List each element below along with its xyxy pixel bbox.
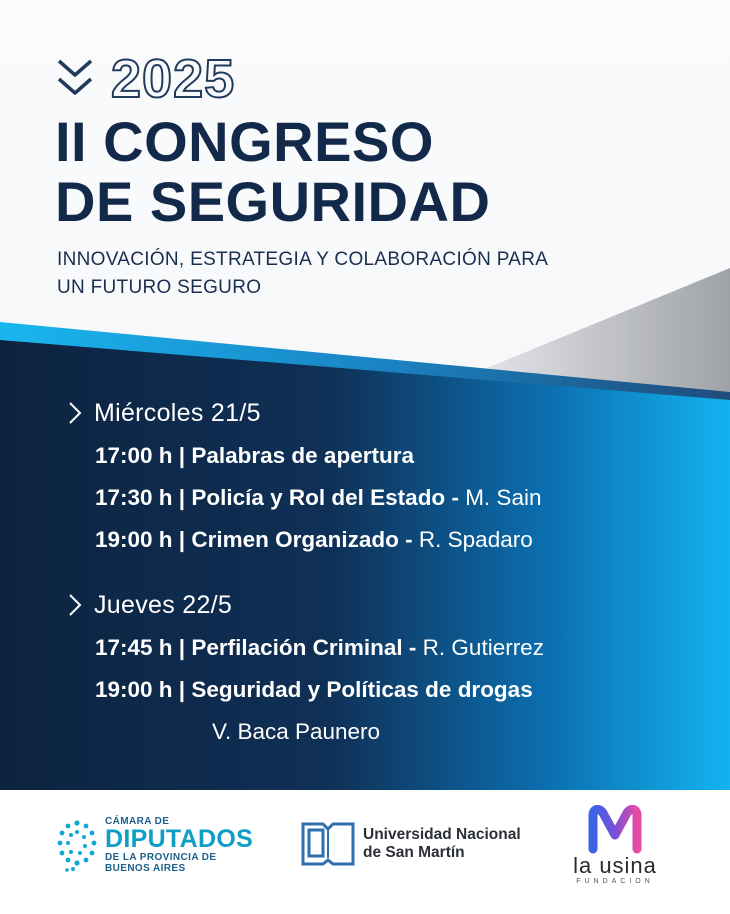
- schedule: [66, 395, 544, 753]
- day-heading: [66, 587, 544, 623]
- unsam-line-2: de San Martín: [363, 844, 465, 861]
- item-topic: Policía y Rol del Estado: [191, 485, 446, 510]
- item-topic: Crimen Organizado: [191, 527, 399, 552]
- item-time: 17:30 h: [95, 485, 173, 510]
- day-label: Miércoles 21/5: [94, 398, 261, 427]
- event-subtitle: [57, 246, 548, 302]
- schedule-item: 19:00 h | Crimen Organizado - R. Spadaro: [95, 527, 533, 552]
- diputados-logo: [55, 816, 253, 874]
- item-speaker: M. Sain: [465, 485, 542, 510]
- item-time: 17:45 h: [95, 635, 173, 660]
- schedule-item: 19:00 h | Seguridad y Políticas de drogas: [95, 677, 533, 702]
- subtitle-line-2: UN FUTURO SEGURO: [57, 277, 262, 298]
- usina-mark-icon: [585, 805, 645, 855]
- double-chevron-down-icon: [55, 55, 95, 103]
- event-year: 2025: [111, 49, 236, 109]
- day-heading: [66, 395, 544, 431]
- event-title: [55, 112, 490, 232]
- title-line-1: II CONGRESO: [55, 110, 434, 173]
- book-icon: [301, 820, 355, 868]
- item-time: 19:00 h: [95, 677, 173, 702]
- day-label: Jueves 22/5: [94, 590, 233, 619]
- usina-logo: [560, 805, 670, 895]
- diputados-line-4: BUENOS AIRES: [105, 863, 186, 874]
- usina-name: la usina: [573, 853, 657, 878]
- schedule-item: 17:00 h | Palabras de apertura: [95, 443, 414, 468]
- year-row: [55, 50, 235, 108]
- dotted-circle-icon: [55, 817, 99, 873]
- chevron-right-icon: [66, 592, 84, 618]
- item-speaker: R. Gutierrez: [422, 635, 544, 660]
- item-topic: Palabras de apertura: [191, 443, 414, 468]
- item-time: 17:00 h: [95, 443, 173, 468]
- usina-sub: FUNDACION: [576, 878, 654, 885]
- schedule-item-speaker-line: [212, 711, 544, 753]
- diputados-line-1: CÁMARA DE: [105, 816, 170, 827]
- subtitle-line-1: INNOVACIÓN, ESTRATEGIA Y COLABORACIÓN PARA: [57, 249, 549, 270]
- unsam-line-1: Universidad Nacional: [363, 826, 521, 843]
- item-speaker: R. Spadaro: [418, 527, 533, 552]
- item-topic: Perfilación Criminal: [191, 635, 403, 660]
- schedule-item: 17:45 h | Perfilación Criminal - R. Gutierrez: [95, 635, 544, 660]
- title-line-2: DE SEGURIDAD: [55, 170, 491, 233]
- item-topic: Seguridad y Políticas de drogas: [191, 677, 533, 702]
- item-speaker: V. Baca Paunero: [212, 719, 381, 744]
- diputados-text: [105, 816, 253, 874]
- unsam-text: [363, 826, 521, 862]
- schedule-item: 17:30 h | Policía y Rol del Estado - M. Sain: [95, 485, 542, 510]
- chevron-right-icon: [66, 400, 84, 426]
- unsam-logo: [301, 820, 521, 868]
- diputados-line-3: DE LA PROVINCIA DE: [105, 852, 217, 863]
- diputados-line-2: DIPUTADOS: [105, 825, 254, 853]
- item-time: 19:00 h: [95, 527, 173, 552]
